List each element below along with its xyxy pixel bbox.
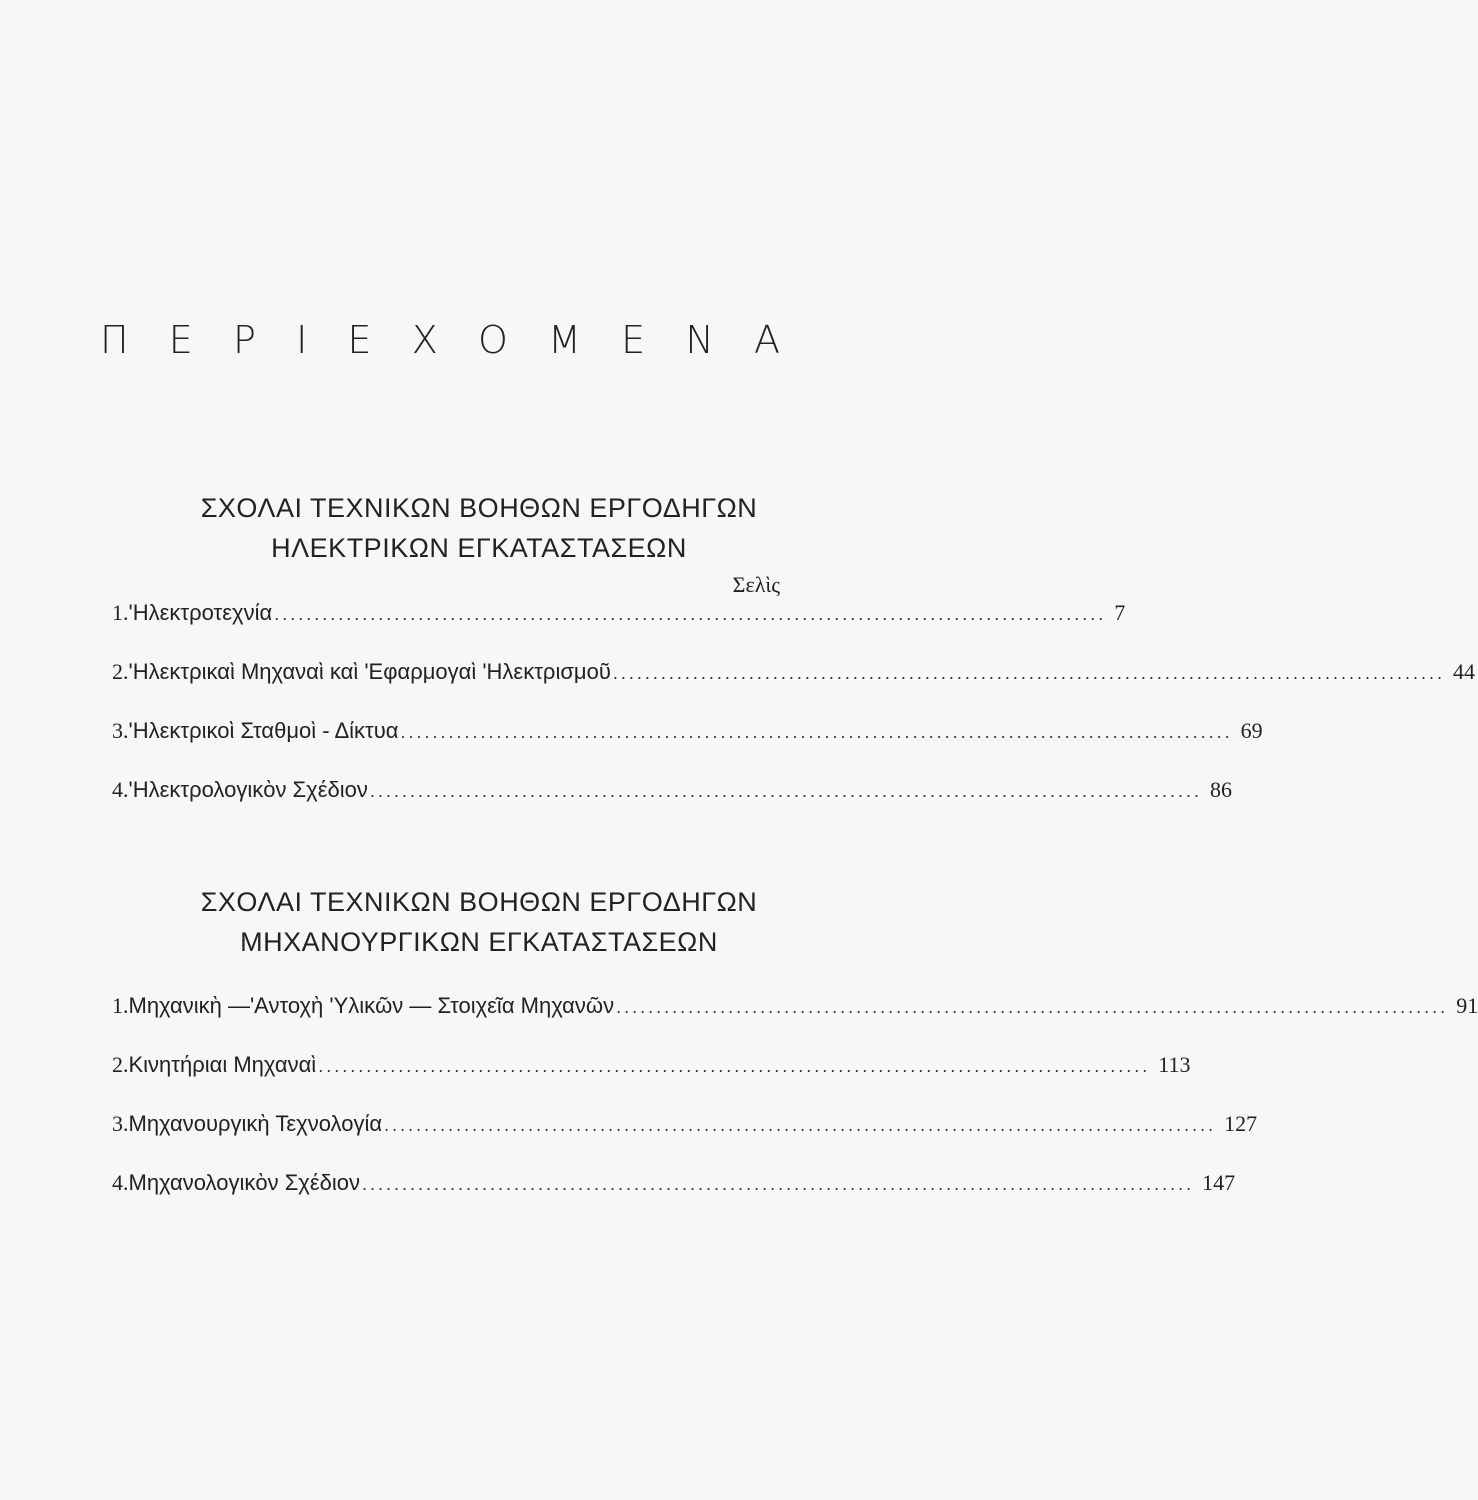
toc-entry-number: 2.: [112, 659, 129, 684]
toc-list-electrical: [112, 600, 1475, 836]
toc-entry: [112, 1170, 1236, 1229]
toc-entry-title: Μηχανικὴ —'Αντοχὴ 'Υλικῶν — Στοιχεῖα Μηχανῶν: [128, 993, 615, 1018]
title-letter: Ι: [296, 318, 308, 362]
toc-entry-title: Μηχανουργικὴ Τεχνολογία: [128, 1111, 383, 1136]
toc-entry-number: 3.: [112, 718, 129, 743]
title-letter: Π: [100, 318, 129, 362]
dot-leader: ........................................................................................................: [616, 997, 1449, 1017]
dot-leader: ........................................................................................................: [362, 1174, 1195, 1194]
title-letter: Ε: [621, 318, 646, 362]
toc-entry-title: Κινητήριαι Μηχαναὶ: [128, 1052, 317, 1077]
toc-entry-page: 147: [1202, 1170, 1236, 1195]
title-letter: Ε: [347, 318, 372, 362]
toc-entry-page: 86: [1210, 777, 1232, 802]
dot-leader: ........................................................................................................: [318, 1056, 1151, 1076]
section-heading-line1: ΣΧΟΛΑΙ ΤΕΧΝΙΚΩΝ ΒΟΗΘΩΝ ΕΡΓΟΔΗΓΩΝ: [200, 493, 758, 523]
title-letter: Χ: [411, 318, 438, 362]
toc-entry-page: 44: [1452, 659, 1475, 684]
toc-entry: [112, 993, 1478, 1052]
title-letter: Μ: [548, 318, 581, 362]
section-heading-line1: ΣΧΟΛΑΙ ΤΕΧΝΙΚΩΝ ΒΟΗΘΩΝ ΕΡΓΟΔΗΓΩΝ: [200, 887, 758, 917]
toc-entry: [112, 1052, 1191, 1111]
dot-leader: ........................................................................................................: [612, 663, 1445, 683]
toc-entry-number: 2.: [112, 1052, 129, 1077]
section-heading-line2: ΗΛΕΚΤΡΙΚΩΝ ΕΓΚΑΤΑΣΤΑΣΕΩΝ: [271, 533, 687, 563]
toc-entry-number: 1.: [112, 993, 129, 1018]
dot-leader: ........................................................................................................: [369, 781, 1202, 801]
toc-entry-number: 1.: [112, 600, 129, 625]
section-heading-line2: ΜΗΧΑΝΟΥΡΓΙΚΩΝ ΕΓΚΑΤΑΣΤΑΣΕΩΝ: [240, 927, 718, 957]
toc-entry: [112, 718, 1263, 777]
toc-list-mechanical: [112, 993, 1478, 1229]
section-heading: [0, 488, 958, 568]
toc-entry-number: 4.: [112, 1170, 129, 1195]
title-letter: Ε: [168, 318, 193, 362]
toc-entry-title: 'Ηλεκτρικοὶ Σταθμοὶ - Δίκτυα: [128, 718, 399, 743]
title-letter: Ν: [685, 318, 714, 362]
toc-entry: [112, 600, 1126, 659]
pages-column-label: Σελὶς: [732, 572, 780, 597]
dot-leader: ........................................................................................................: [384, 1115, 1217, 1135]
title-letter: Ο: [478, 318, 508, 362]
section-electrical: [0, 488, 958, 568]
toc-entry-title: 'Ηλεκτρολογικὸν Σχέδιον: [128, 777, 368, 802]
section-mechanical: [0, 882, 958, 962]
title-letter: Ρ: [233, 318, 256, 362]
toc-entry-page: 7: [1114, 600, 1126, 625]
toc-entry: [112, 777, 1232, 836]
toc-entry-title: 'Ηλεκτρικαὶ Μηχαναὶ καὶ 'Εφαρμογαὶ 'Ηλεκτρισμοῦ: [128, 659, 611, 684]
toc-entry-page: 113: [1158, 1052, 1191, 1077]
toc-entry-page: 127: [1224, 1111, 1258, 1136]
toc-entry-number: 3.: [112, 1111, 129, 1136]
toc-entry-page: 69: [1240, 718, 1263, 743]
page-title: [100, 318, 780, 362]
dot-leader: ........................................................................................................: [274, 604, 1107, 624]
toc-entry-number: 4.: [112, 777, 129, 802]
toc-entry: [112, 1111, 1258, 1170]
toc-entry-title: 'Ηλεκτροτεχνία: [128, 600, 273, 625]
title-letter: Α: [754, 318, 780, 362]
section-heading: [0, 882, 958, 962]
toc-entry-page: 91: [1456, 993, 1478, 1018]
toc-entry: [112, 659, 1475, 718]
dot-leader: ........................................................................................................: [400, 722, 1233, 742]
toc-entry-title: Μηχανολογικὸν Σχέδιον: [128, 1170, 361, 1195]
